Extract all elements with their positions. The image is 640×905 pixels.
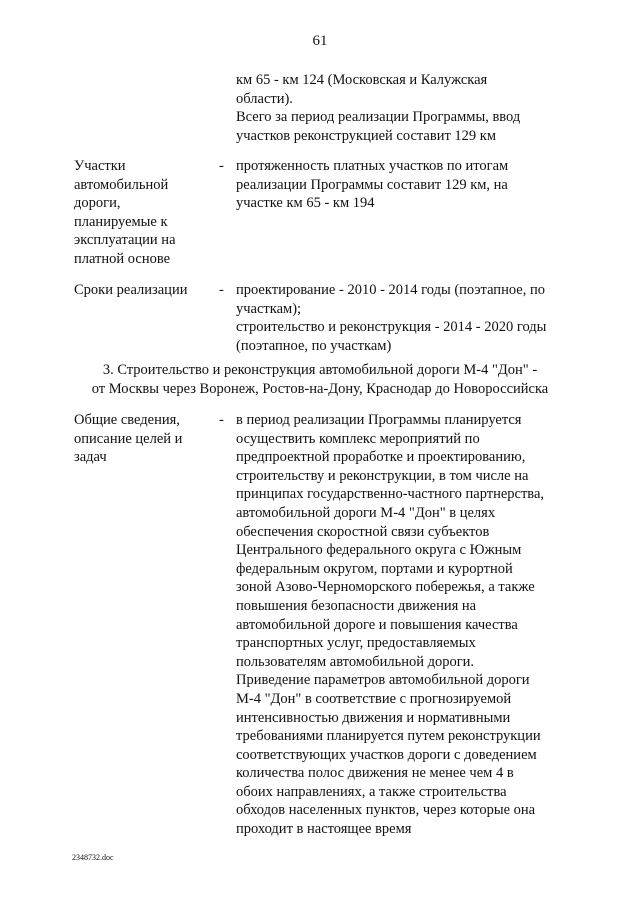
text-line: области). (236, 90, 293, 107)
heading-line: от Москвы через Воронеж, Ростов-на-Дону, Краснодар до Новороссийска (91, 380, 549, 397)
text-line: реализации Программы составит 129 км, на (236, 176, 508, 193)
text-line: интенсивностью движения и нормативными (236, 709, 511, 726)
label-line: описание целей и (74, 430, 183, 447)
text-line: Центрального федерального округа с Южным (236, 542, 522, 559)
row-dash: - (219, 412, 224, 428)
text-line: повышения безопасности движения на (236, 597, 477, 614)
text-line: протяженность платных участков по итогам (236, 158, 509, 174)
text-line: автомобильной дороге и повышения качества (236, 616, 518, 633)
text-line: Приведение параметров автомобильной дороги (236, 672, 530, 689)
row-text (236, 281, 576, 355)
text-line: автомобильной дороги М-4 "Дон" в целях (236, 504, 496, 521)
row-text (236, 157, 576, 213)
label-line: Общие сведения, (74, 412, 180, 428)
text-line: федеральным округом, портами и курортной (236, 560, 513, 577)
text-line: пользователям автомобильной дороги. (236, 653, 475, 670)
row-dash: - (219, 282, 224, 298)
row-label (74, 411, 214, 467)
label-line: Сроки реализации (74, 282, 188, 298)
label-line: дороги, (74, 195, 121, 212)
label-line: эксплуатации на (74, 232, 176, 249)
row-text (236, 411, 576, 839)
text-line: М-4 "Дон" в соответствие с прогнозируемой (236, 690, 512, 707)
text-line: обоих направлениях, а также строительства (236, 783, 507, 800)
label-line: автомобильной (74, 176, 169, 193)
text-line: принципах государственно-частного партнерства, (236, 486, 545, 503)
text-line: проектирование - 2010 - 2014 годы (поэтапное, по (236, 282, 545, 298)
text-line: осуществить комплекс мероприятий по (236, 430, 480, 447)
row-label (74, 281, 214, 300)
text-line: транспортных услуг, предоставляемых (236, 635, 476, 652)
continuation-text (236, 71, 576, 145)
text-line: зоной Азово-Черноморского побережья, а также (236, 579, 535, 596)
text-line: строительство и реконструкция - 2014 - 2020 годы (236, 319, 547, 336)
label-line: Участки (74, 158, 126, 174)
text-line: участков реконструкцией составит 129 км (236, 127, 497, 144)
text-line: проходит в настоящее время (236, 821, 412, 838)
text-line: количества полос движения не менее чем 4 в (236, 765, 514, 782)
text-line: участке км 65 - км 194 (236, 195, 375, 212)
row-label (74, 157, 214, 269)
label-line: платной основе (74, 250, 171, 267)
page-number: 61 (312, 33, 328, 49)
text-line: (поэтапное, по участкам) (236, 337, 392, 354)
text-line: обеспечения скоростной связи субъектов (236, 523, 490, 540)
heading-line: 3. Строительство и реконструкция автомобильной дороги М-4 "Дон" - (102, 362, 538, 378)
text-line: соответствующих участков дороги с доведением (236, 746, 537, 763)
section-heading (0, 361, 640, 398)
text-line: строительству и реконструкции, в том числе на (236, 467, 529, 484)
text-line: обходов населенных пунктов, через которые она (236, 802, 536, 819)
label-line: планируемые к (74, 213, 168, 230)
footer-doc-id: 2348732.doc (72, 853, 114, 862)
label-line: задач (74, 449, 107, 466)
text-line: в период реализации Программы планируется (236, 412, 522, 428)
text-line: требованиями планируется путем реконструкции (236, 728, 541, 745)
text-line: предпроектной проработке и проектированию, (236, 449, 526, 466)
row-dash: - (219, 158, 224, 174)
text-line: участкам); (236, 300, 302, 317)
text-line: Всего за период реализации Программы, ввод (236, 109, 521, 126)
text-line: км 65 - км 124 (Московская и Калужская (236, 72, 488, 88)
